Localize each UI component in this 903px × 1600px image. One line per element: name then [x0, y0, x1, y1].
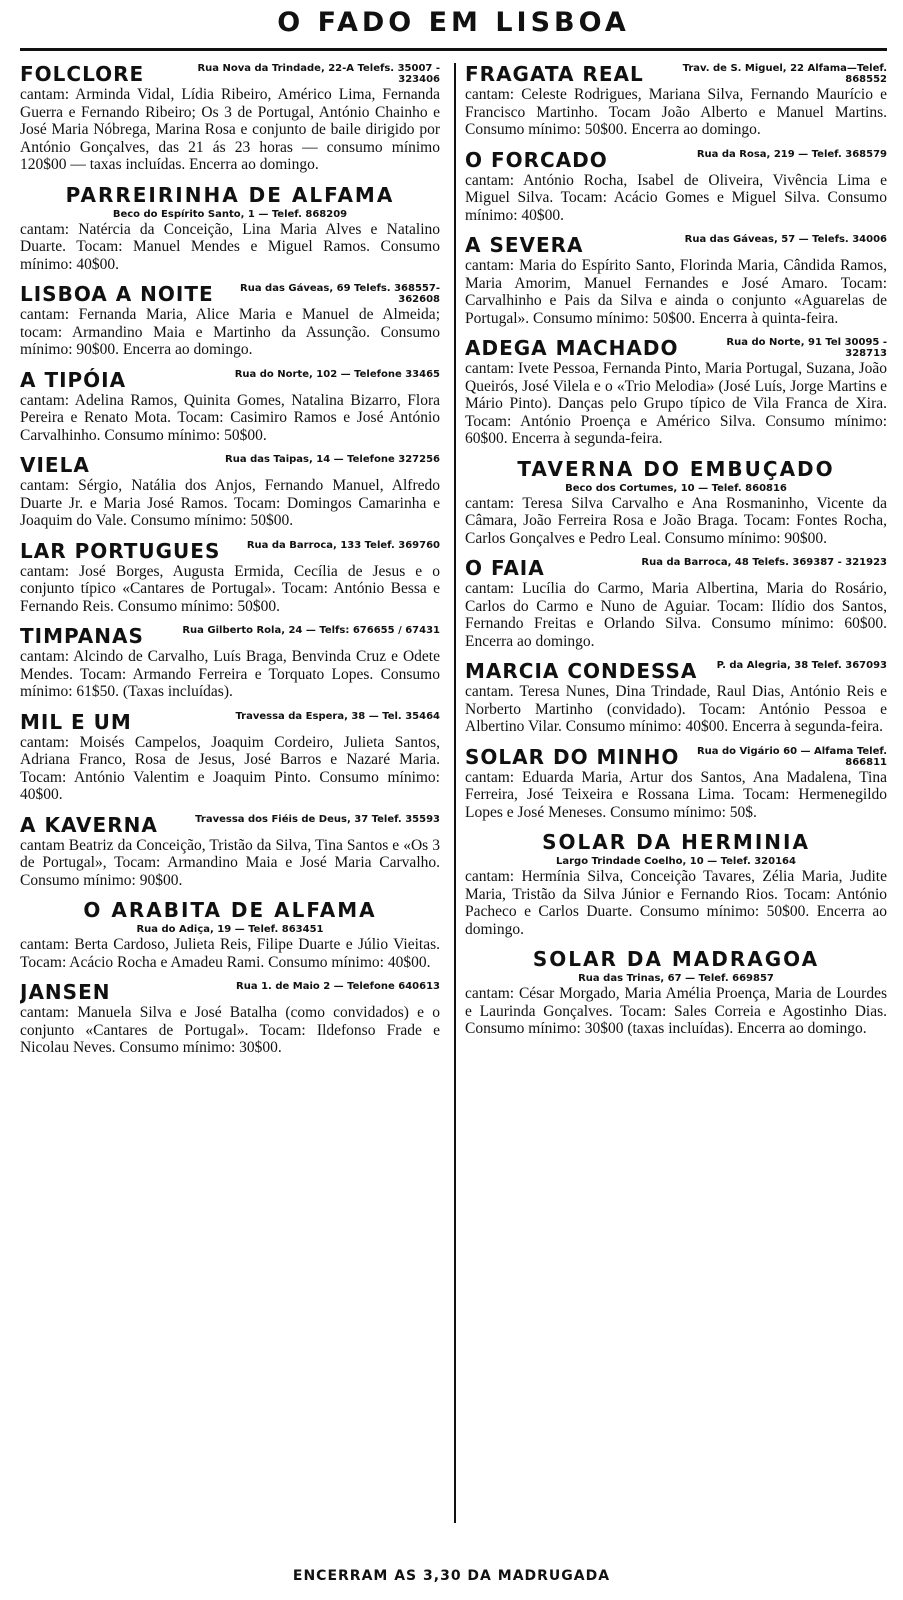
venue-address: Rua das Taipas, 14 — Telefone 327256 [225, 454, 440, 465]
venue-header [465, 458, 887, 494]
venue-listing [20, 283, 440, 359]
venue-address: Rua Nova da Trindade, 22-A Telefs. 35007 - 323406 [197, 63, 440, 85]
venue-listing [465, 149, 887, 225]
left-column [20, 63, 440, 1523]
venue-listing [465, 337, 887, 448]
venue-description: cantam: Berta Cardoso, Julieta Reis, Filipe Duarte e Júlio Vieitas. Tocam: Acácio Rocha e Amadeu Rami. Consumo mínimo: 40$00. [20, 936, 440, 971]
venue-header [20, 711, 440, 733]
venue-address: Rua do Vigário 60 — Alfama Telef. 866811 [696, 745, 887, 768]
venue-header [465, 337, 887, 359]
venue-address: Rua da Rosa, 219 — Telef. 368579 [696, 148, 887, 160]
venue-name: A SEVERA [465, 233, 584, 257]
right-column [465, 63, 887, 1523]
venue-listing [465, 831, 887, 938]
venue-address: Rua 1. de Maio 2 — Telefone 640613 [236, 981, 440, 992]
venue-address: Rua das Gáveas, 69 Telefs. 368557-362608 [240, 283, 440, 305]
title-rule [20, 48, 887, 51]
venue-listing [465, 63, 887, 139]
venue-header [465, 660, 887, 682]
venue-name: ADEGA MACHADO [465, 336, 679, 360]
venue-address: Rua das Gáveas, 57 — Telefs. 34006 [684, 234, 887, 245]
venue-address: Rua do Norte, 102 — Telefone 33465 [234, 368, 440, 380]
venue-description: cantam: Sérgio, Natália dos Anjos, Fernando Manuel, Alfredo Duarte Jr. e Maria José Ramos. Tocam: Domingos Camarinha e Joaquim do Vale. Consumo mínimo: 50$00. [20, 477, 440, 529]
venue-description: cantam: Fernanda Maria, Alice Maria e Manuel de Almeida; tocam: Armandino Maia e Martinho da Assunção. Consumo mínimo: 90$00. Encerra ao domingo. [20, 306, 440, 358]
venue-listing [20, 63, 440, 174]
venue-header [465, 831, 887, 867]
venue-header [20, 454, 440, 476]
venue-address: Rua Gilberto Rola, 24 — Telfs: 676655 / 67431 [182, 625, 440, 636]
venue-listing [465, 557, 887, 650]
venue-name: O ARABITA DE ALFAMA [83, 898, 377, 922]
venue-header [20, 981, 440, 1003]
venue-description: cantam: Eduarda Maria, Artur dos Santos, Ana Madalena, Tina Ferreira, José Teixeira e Rossana Lima. Tocam: Hermenegildo Lopes e José Meneses. Consumo mínimo: 50$. [465, 768, 887, 821]
venue-listing [20, 540, 440, 616]
venue-address: P. da Alegria, 38 Telef. 367093 [716, 660, 887, 671]
venue-description: cantam. Teresa Nunes, Dina Trindade, Raul Dias, António Reis e Norberto Martinho (convidado). Tocam: António Pessoa e Albertino Vilar. Consumo mínimo: 40$00. Encerra à segunda-feira. [465, 683, 887, 735]
venue-name: FRAGATA REAL [465, 63, 644, 86]
venue-name: MIL E UM [20, 709, 132, 734]
venue-name: FOLCLORE [20, 63, 145, 86]
venue-header [20, 540, 440, 562]
closing-time-note: ENCERRAM AS 3,30 DA MADRUGADA [292, 1568, 611, 1584]
column-divider [454, 63, 456, 1523]
venue-name: SOLAR DO MINHO [465, 744, 680, 769]
venue-address: Trav. de S. Miguel, 22 Alfama—Telef. 868552 [682, 63, 887, 85]
venue-header [20, 899, 440, 935]
venue-description: cantam: Adelina Ramos, Quinita Gomes, Natalina Bizarro, Flora Pereira e Renato Mota. Tocam: Casimiro Ramos e José António Carvalhinho. Consumo mínimo: 50$00. [20, 391, 440, 444]
venue-description: cantam Beatriz da Conceição, Tristão da Silva, Tina Santos e «Os 3 de Portugal», Tocam: Armandino Maia e José Maria Carvalho. Consumo mínimo: 90$00. [20, 836, 440, 889]
venue-listing [20, 184, 440, 274]
venue-address: Travessa da Espera, 38 — Tel. 35464 [235, 710, 440, 722]
venue-description: cantam: Ivete Pessoa, Fernanda Pinto, Maria Portugal, Suzana, João Queirós, José Vilela e o «Trio Melodia» (José Luís, Jorge Martins e Mário Pinto). Danças pelo Grupo típico de Vila Franca de Xira. Tocam: António Proença e Américo Silva. Consumo mínimo: 60$00. Encerra à segunda-feira. [465, 360, 887, 447]
venue-description: cantam: César Morgado, Maria Amélia Proença, Maria de Lourdes e Laurinda Gonçalves. Tocam: Sales Correia e Agostinho Dias. Consumo mínimo: 30$00 (taxas incluídas). Encerra ao domingo. [465, 985, 887, 1037]
venue-name: SOLAR DA HERMINIA [542, 830, 810, 854]
venue-name: VIELA [20, 453, 90, 477]
venue-description: cantam: Natércia da Conceição, Lina Maria Alves e Natalino Duarte. Tocam: Manuel Mendes e Miguel Ramos. Consumo mínimo: 40$00. [20, 220, 440, 273]
page-title: O FADO EM LISBOA [277, 7, 630, 38]
venue-address: Rua do Norte, 91 Tel 30095 - 328713 [726, 337, 887, 359]
venue-name: O FAIA [465, 556, 545, 580]
venue-description: cantam: Moisés Campelos, Joaquim Cordeiro, Julieta Santos, Adriana Franco, Rosa de Jesus, José Barros e Nazaré Maria. Tocam: António Valentim e Joaquim Pinto. Consumo mínimo: 40$00. [20, 733, 440, 803]
venue-description: cantam: José Borges, Augusta Ermida, Cecília de Jesus e o conjunto típico «Cantares de Portugal». Tocam: António Bessa e Fernando Reis. Consumo mínimo: 50$00. [20, 562, 440, 615]
venue-listing [465, 458, 887, 548]
venue-description: cantam: Celeste Rodrigues, Mariana Silva, Fernando Maurício e Francisco Martinho. Tocam João Alberto e Manuel Martins. Consumo mínimo: 50$00. Encerra ao domingo. [465, 86, 887, 138]
venue-listing [20, 369, 440, 445]
venue-header [20, 814, 440, 836]
venue-listing [20, 625, 440, 701]
venue-name: LISBOA A NOITE [20, 282, 214, 306]
venue-address: Rua da Barroca, 133 Telef. 369760 [246, 539, 440, 551]
venue-address: Beco dos Cortumes, 10 — Telef. 860816 [565, 482, 787, 494]
venue-address: Travessa dos Fiéis de Deus, 37 Telef. 35593 [195, 813, 440, 825]
venue-listing [20, 711, 440, 804]
venue-listing [20, 454, 440, 530]
venue-header [20, 283, 440, 305]
venue-description: cantam: Arminda Vidal, Lídia Ribeiro, Américo Lima, Fernanda Guerra e Fernando Ribeiro; Os 3 de Portugal, António Chainho e José Maria Nóbrega, Marina Rosa e conjunto de baile dirigido por António Gonçalves, das 21 ás 23 horas — consumo mínimo 120$00 — taxas incluídas. Encerra ao domingo. [20, 86, 440, 173]
venue-header [20, 369, 440, 391]
listing-columns [20, 63, 887, 1523]
venue-header [465, 948, 887, 984]
venue-header [465, 557, 887, 579]
venue-name: O FORCADO [465, 147, 608, 172]
venue-name: TAVERNA DO EMBUÇADO [517, 456, 835, 481]
venue-description: cantam: Manuela Silva e José Batalha (como convidados) e o conjunto «Cantares de Portugal». Tocam: Ildefonso Frade e Nicolau Neves. Consumo mínimo: 30$00. [20, 1004, 440, 1056]
venue-description: cantam: Alcindo de Carvalho, Luís Braga, Benvinda Cruz e Odete Mendes. Tocam: Armando Ferreira e Torquato Lopes. Consumo mínimo: 61$50. (Taxas incluídas). [20, 648, 440, 700]
venue-header [465, 234, 887, 256]
venue-description: cantam: Hermínia Silva, Conceição Tavares, Zélia Maria, Judite Maria, Tristão da Silva Júnior e Fernando Rios. Tocam: António Pacheco e Carlos Duarte. Consumo mínimo: 50$00. Encerra ao domingo. [465, 868, 887, 938]
venue-address: Largo Trindade Coelho, 10 — Telef. 320164 [556, 856, 796, 867]
venue-header [20, 184, 440, 220]
venue-address: Rua do Adiça, 19 — Telef. 863451 [136, 924, 324, 935]
venue-name: SOLAR DA MADRAGOA [532, 947, 820, 971]
venue-name: PARREIRINHA DE ALFAMA [65, 182, 395, 207]
venue-description: cantam: Maria do Espírito Santo, Florinda Maria, Cândida Ramos, Maria Amorim, Manuel Fernandes e José Amaro. Tocam: Carvalhinho e Pais da Silva e ainda o conjunto «Aguarelas de Portugal». Consumo mínimo: 50$00. Encerra à quinta-feira. [465, 257, 887, 327]
venue-description: cantam: Teresa Silva Carvalho e Ana Rosmaninho, Vicente da Câmara, João Ferreira Rosa e João Braga. Tocam: Fontes Rocha, Carlos Gonçalves e Pedro Leal. Consumo mínimo: 90$00. [465, 494, 887, 547]
venue-header [20, 63, 440, 85]
venue-listing [465, 234, 887, 327]
venue-listing [20, 814, 440, 890]
venue-description: cantam: Lucília do Carmo, Maria Albertina, Maria do Rosário, Carlos do Carmo e Nuno de Aguiar. Tocam: Ilídio dos Santos, Fernando Freitas e Orlando Silva. Consumo mínimo: 60$00. Encerra ao domingo. [465, 580, 887, 650]
venue-address: Beco do Espírito Santo, 1 — Telef. 868209 [112, 208, 348, 220]
venue-listing [465, 948, 887, 1038]
venue-listing [465, 660, 887, 736]
venue-listing [20, 899, 440, 971]
venue-name: A TIPÓIA [20, 367, 127, 392]
venue-name: JANSEN [20, 980, 111, 1004]
venue-address: Rua da Barroca, 48 Telefs. 369387 - 321923 [641, 557, 887, 568]
venue-name: MARCIA CONDESSA [465, 659, 698, 683]
venue-name: TIMPANAS [20, 624, 144, 648]
venue-listing [20, 981, 440, 1057]
venue-name: LAR PORTUGUES [20, 538, 221, 563]
venue-header [465, 149, 887, 171]
venue-name: A KAVERNA [20, 812, 158, 837]
venue-header [20, 625, 440, 647]
venue-header [465, 746, 887, 768]
venue-address: Rua das Trinas, 67 — Telef. 669857 [578, 973, 774, 984]
venue-listing [465, 746, 887, 822]
venue-description: cantam: António Rocha, Isabel de Oliveira, Vivência Lima e Miguel Silva. Tocam: Acácio Gomes e Miguel Silva. Consumo mínimo: 40$00. [465, 171, 887, 224]
venue-header [465, 63, 887, 85]
